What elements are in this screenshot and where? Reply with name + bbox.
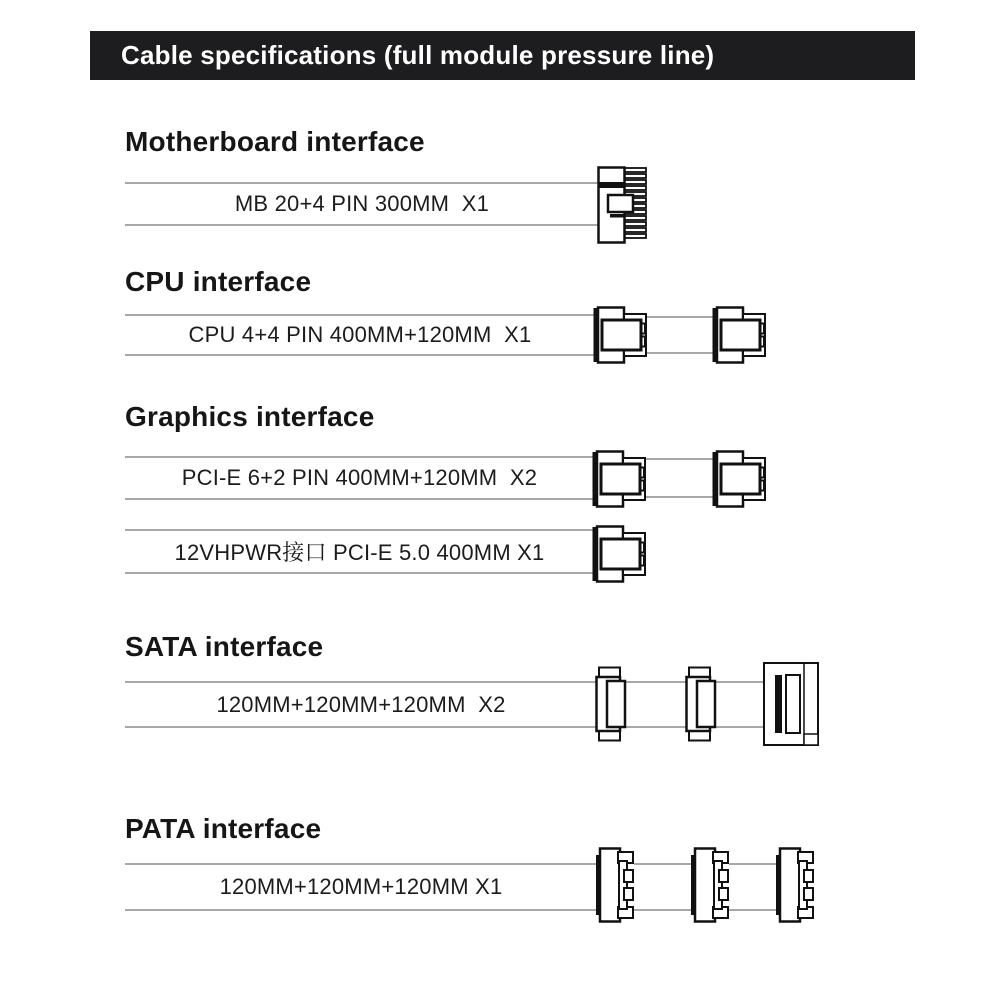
heading-graphics-interface: Graphics interface xyxy=(125,401,375,432)
molex-passthrough-connector-icon xyxy=(691,849,728,922)
pcie-8pin-connector-icon xyxy=(713,452,766,507)
sata-passthrough-connector-icon xyxy=(597,668,626,741)
sata-passthrough-connector-icon xyxy=(687,668,716,741)
12vhpwr-connector-icon xyxy=(593,527,646,582)
pcie-8pin-connector-icon xyxy=(593,452,646,507)
page-title: Cable specifications (full module pressure line) xyxy=(121,40,715,70)
molex-end-connector-icon xyxy=(776,849,813,922)
atx-24pin-connector-icon xyxy=(599,168,647,243)
molex-passthrough-connector-icon xyxy=(596,849,633,922)
cable-label-cpu: CPU 4+4 PIN 400MM+120MM X1 xyxy=(188,322,532,347)
heading-motherboard-interface: Motherboard interface xyxy=(125,126,425,157)
eps-8pin-connector-icon xyxy=(713,308,766,363)
sata-end-connector-icon xyxy=(764,663,818,745)
cable-label-12vhpwr: 12VHPWR接口 PCI-E 5.0 400MM X1 xyxy=(174,540,545,565)
eps-8pin-connector-icon xyxy=(594,308,647,363)
heading-pata-interface: PATA interface xyxy=(125,813,322,844)
cable-label-mb: MB 20+4 PIN 300MM X1 xyxy=(234,191,490,216)
cable-label-sata: 120MM+120MM+120MM X2 xyxy=(216,691,506,717)
title-bar xyxy=(90,31,915,80)
heading-cpu-interface: CPU interface xyxy=(125,266,312,297)
cable-label-pata: 120MM+120MM+120MM X1 xyxy=(219,874,503,899)
heading-sata-interface: SATA interface xyxy=(125,631,324,662)
cable-label-pcie: PCI-E 6+2 PIN 400MM+120MM X2 xyxy=(181,465,538,490)
